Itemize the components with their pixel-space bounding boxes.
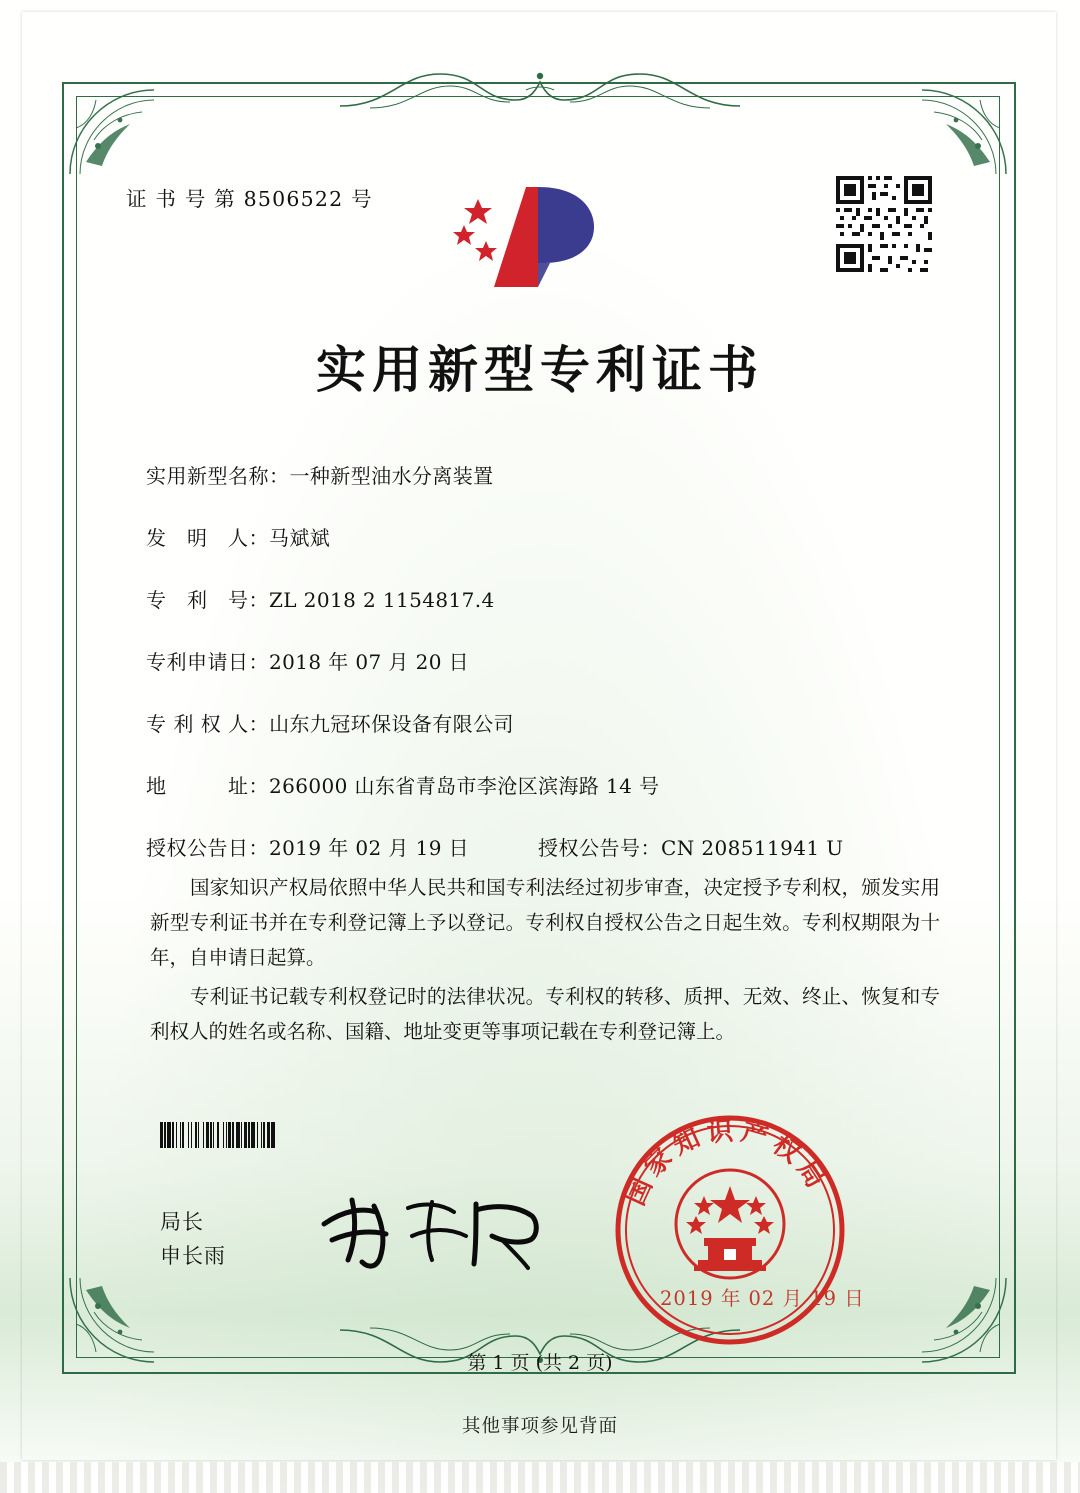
sipo-logo-icon <box>452 175 622 300</box>
handwritten-signature-icon <box>316 1188 556 1274</box>
field-row-application-date <box>146 646 946 708</box>
official-seal <box>612 1112 848 1348</box>
field-row-inventor <box>146 522 946 584</box>
field-value: ZL 2018 2 1154817.4 <box>269 588 495 612</box>
signature-labels <box>160 1205 226 1273</box>
field-value: 山东九冠环保设备有限公司 <box>269 712 514 736</box>
field-row-patent-number <box>146 584 946 646</box>
announcement-number-group <box>538 832 844 861</box>
field-value: 2018 年 07 月 20 日 <box>269 650 469 674</box>
announcement-date-label: 授权公告日： <box>146 836 269 860</box>
paragraph-1: 国家知识产权局依照中华人民共和国专利法经过初步审查，决定授予专利权，颁发实用新型专利证书并在专利登记簿上予以登记。专利权自授权公告之日起生效。专利权期限为十年，自申请日起算。 <box>150 876 940 969</box>
ornament-top-flourish <box>330 60 750 120</box>
field-value: 马斌斌 <box>269 526 331 550</box>
qr-code-icon <box>832 172 936 276</box>
ornament-corner-top-right <box>916 84 1012 180</box>
director-name-label: 申长雨 <box>160 1244 226 1268</box>
footer-note: 其他事项参见背面 <box>461 1416 618 1437</box>
field-label: 发 明 人： <box>146 526 269 550</box>
body-text <box>150 870 940 1053</box>
paragraph-2: 专利证书记载专利权登记时的法律状况。专利权的转移、质押、无效、终止、恢复和专利权人的姓名或名称、国籍、地址变更等事项记载在专利登记簿上。 <box>150 985 940 1043</box>
page-number: 第 1 页 (共 2 页) <box>467 1352 613 1374</box>
bottom-microprint-strip <box>0 1462 1080 1493</box>
announcement-number-value: CN 208511941 U <box>661 836 844 860</box>
seal-date: 2019 年 02 月 19 日 <box>660 1287 865 1310</box>
field-label: 专利申请日： <box>146 650 269 674</box>
field-label: 专 利 号： <box>146 588 269 612</box>
field-row-utility-model-name <box>146 460 946 522</box>
page-title: 实用新型专利证书 <box>316 340 764 399</box>
field-value: 一种新型油水分离装置 <box>289 464 494 488</box>
svg-text:国家知识产权局: 国家知识产权局 <box>620 1116 834 1211</box>
field-label: 专 利 权 人： <box>146 712 270 736</box>
ornament-corner-top-left <box>64 84 160 180</box>
director-title-label: 局长 <box>160 1210 204 1234</box>
barcode <box>160 1122 422 1148</box>
field-label: 地 址： <box>146 774 269 798</box>
field-row-patentee <box>146 708 946 770</box>
announcement-number-label: 授权公告号： <box>538 836 661 860</box>
certificate-number: 证 书 号 第 8506522 号 <box>126 187 373 211</box>
field-list <box>146 460 946 894</box>
announcement-date-value: 2019 年 02 月 19 日 <box>269 836 469 860</box>
field-label: 实用新型名称： <box>146 464 290 488</box>
field-value: 266000 山东省青岛市李沧区滨海路 14 号 <box>269 774 660 798</box>
field-row-address <box>146 770 946 832</box>
